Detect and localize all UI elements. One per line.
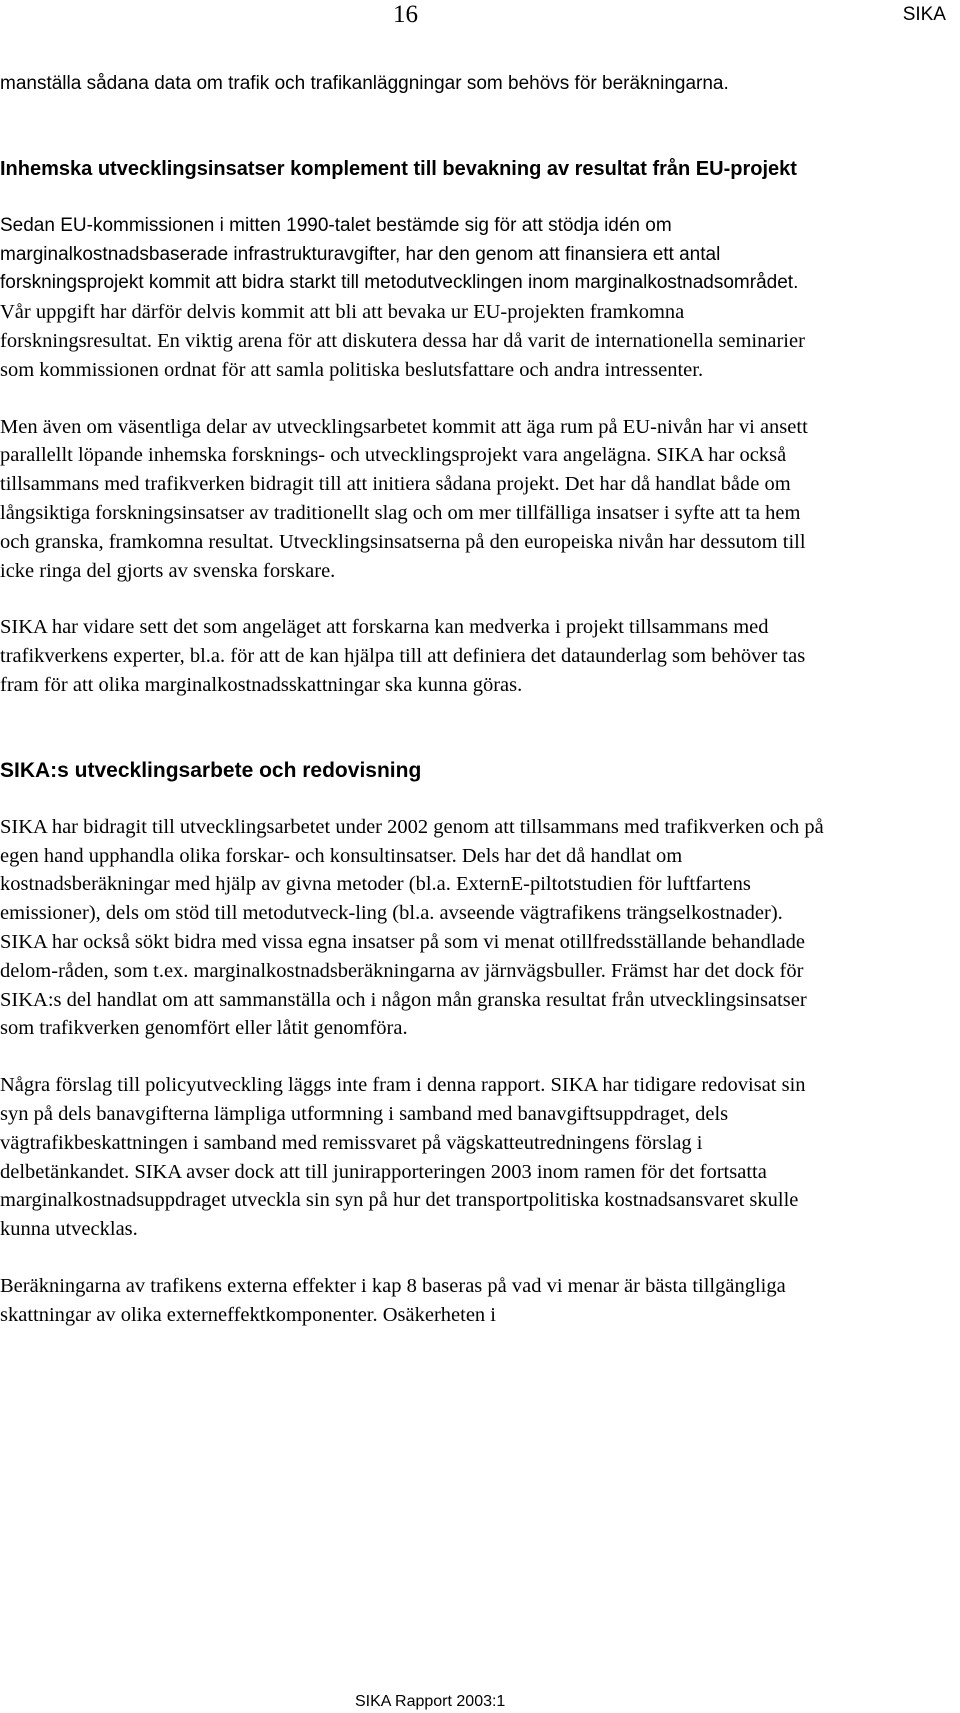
running-head: SIKA [902, 4, 946, 25]
page-number: 16 [393, 1, 418, 28]
paragraph-sika-contributions: SIKA har bidragit till utvecklingsarbetet under 2002 genom att tillsammans med trafikverken och på egen hand upphandla olika forskar- och konsultinsatser. Dels har det då handlat om kostnadsberäkningar med hjälp av givna metoder (bl.a. ExternE-piltotstudien för luftfartens emissioner), dels om stöd till metodutveck-ling (bl.a. avseende vägtrafikens trängselkostnader). SIKA har också sökt bidra med vissa egna insatser på som vi menat otillfredsställande behandlade delom-råden, som t.ex. marginalkostnadsberäkningarna av järnvägsbuller. Främst har det dock för SIKA:s del handlat om att sammanställa och i någon mån granska resultat från utvecklingsinsatser som trafikverken genomfört eller låtit genomföra. [0, 815, 824, 1040]
page-footer: SIKA Rapport 2003:1 [355, 1693, 506, 1710]
paragraph-policy-proposals: Några förslag till policyutveckling läggs inte fram i denna rapport. SIKA har tidigare redovisat sin syn på dels banavgifterna lämpliga utformning i samband med banavgiftsuppdraget, dels vägtrafikbeskattningen i samband med remissvaret på vägskatteutredningens förslag i delbetänkandet. SIKA avser dock att till junirapporteringen 2003 inom ramen för det fortsatta marginalkostnadsuppdraget utveckla sin syn på hur det transportpolitiska kostnadsansvaret skulle kunna utvecklas. [0, 1074, 806, 1241]
paragraph-eu-commission [0, 212, 820, 385]
paragraph-eu-commission-part2: Vår uppgift har därför delvis kommit att bli att bevaka ur EU-projekten framkomna forskningsresultat. En viktig arena för att diskutera dessa har då varit de internationella seminarier som kommissionen ordnat för att samla politiska beslutsfattare och andra intressenter. [0, 301, 805, 381]
paragraph-experts: SIKA har vidare sett det som angeläget att forskarna kan medverka i projekt tillsammans med trafikverkens experter, bl.a. för att de kan hjälpa till att definiera det dataunderlag som behöver tas fram för att olika marginalkostnadsskattningar ska kunna göras. [0, 616, 806, 696]
section-heading-domestic-efforts: Inhemska utvecklingsinsatser komplement till bevakning av resultat från EU-projekt [0, 157, 797, 180]
intro-paragraph: manställa sådana data om trafik och trafikanläggningar som behövs för beräkningarna. [0, 73, 729, 94]
paragraph-calculations: Beräkningarna av trafikens externa effekter i kap 8 baseras på vad vi menar är bästa tillgängliga skattningar av olika externeffektkomponenter. Osäkerheten i [0, 1274, 786, 1326]
page-body [0, 70, 900, 1330]
paragraph-national-projects: Men även om väsentliga delar av utvecklingsarbetet kommit att äga rum på EU-nivån har vi ansett parallellt löpande inhemska forsknings- och utvecklingsprojekt vara angelägna. SIKA har också tillsammans med trafikverken bidragit till att initiera sådana projekt. Det har då handlat både om långsiktiga forskningsinsatser av traditionellt slag och om mer tillfälliga insatser i syfte att ta hem och granska, framkomna resultat. Utvecklingsinsatserna på den europeiska nivån har dessutom till icke ringa del gjorts av svenska forskare. [0, 415, 808, 582]
paragraph-eu-commission-part1: Sedan EU-kommissionen i mitten 1990-talet bestämde sig för att stödja idén om marginalkostnadsbaserade infrastrukturavgifter, har den genom att finansiera ett antal forskningsprojekt kommit att bidra starkt till metodutvecklingen inom marginalkostnadsområdet. [0, 214, 799, 294]
section-heading-sika-work: SIKA:s utvecklingsarbete och redovisning [0, 758, 422, 782]
